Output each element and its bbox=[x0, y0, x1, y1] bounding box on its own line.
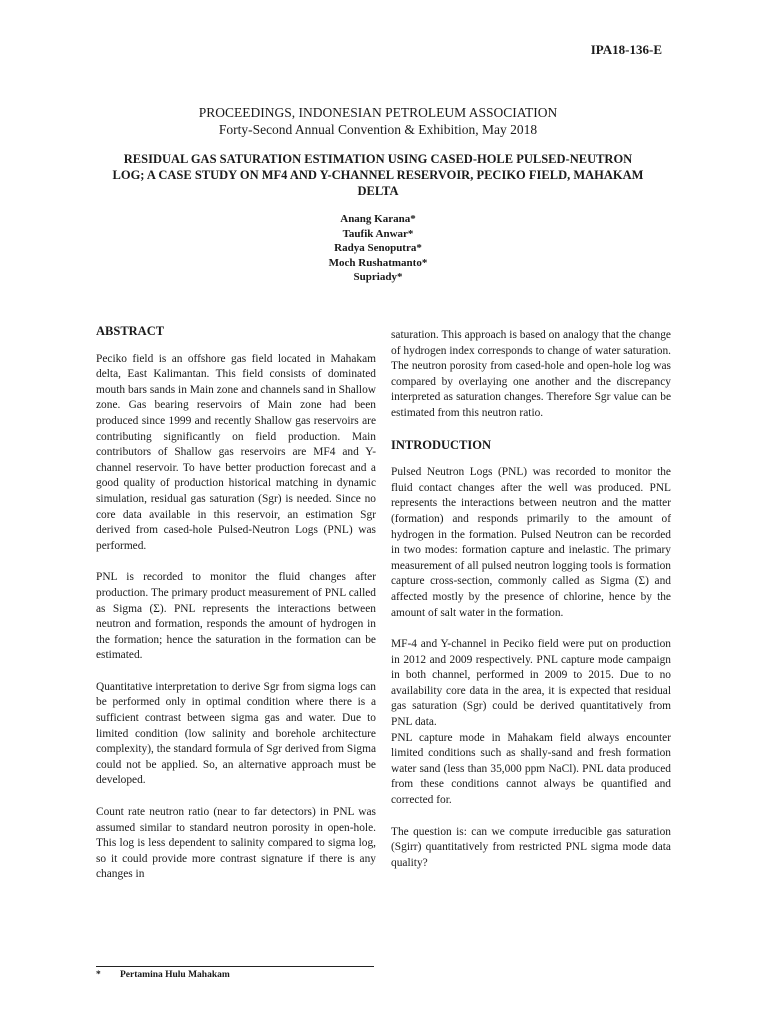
introduction-paragraph: MF-4 and Y-channel in Peciko field were put on production in 2012 and 2009 respectively. PNL capture mode campaign in both channel, performed in 2009 to 2015. Due to no availability core data in the area, it is expected that residual gas saturation (Sgr) could be derived quantitatively from PNL data. bbox=[391, 638, 671, 729]
author: Moch Rushatmanto* bbox=[328, 256, 428, 269]
paper-id: IPA18-136-E bbox=[590, 42, 662, 57]
abstract-paragraph: Count rate neutron ratio (near to far detectors) in PNL was assumed similar to standard neutron porosity in open-hole. This log is less dependent to salinity compared to sigma log, so it could provide more contrast signature if there is any changes in bbox=[96, 806, 376, 881]
footnote-mark: * bbox=[96, 970, 101, 980]
author: Supriady* bbox=[353, 271, 403, 283]
footnote-divider bbox=[96, 966, 374, 967]
abstract-paragraph: Peciko field is an offshore gas field located in Mahakam delta, East Kalimantan. This field consists of dominated mouth bars sands in Main zone and channels sand in Shallow zone. Gas bearing reservoirs of Main zone had been produced since 1999 and recently Shallow gas reservoirs are contributing significantly on field production. Main contributors of Shallow gas reservoirs are MF4 and Y-channel reservoir. To have better production forecast and a good quality of production historical matching in dynamic simulation, residual gas saturation (Sgr) is needed. Since no core data available in this reservoir, an estimation Sgr derived from cased-hole Pulsed-Neutron Logs (PNL) was performed. bbox=[96, 352, 376, 552]
paper-title: RESIDUAL GAS SATURATION ESTIMATION USING CASED-HOLE PULSED-NEUTRON LOG; A CASE STUDY ON MF4 AND Y-CHANNEL RESERVOIR, PECIKO FIELD, MAHAKAM DELTA bbox=[112, 152, 644, 198]
abstract-paragraph: PNL is recorded to monitor the fluid changes after production. The primary product measurement of PNL called as Sigma (Σ). PNL represents the interactions between neutron and formation, responds the amount of hydrogen in the formation; hence the saturation in the formation can be estimated. bbox=[96, 571, 376, 662]
left-column bbox=[96, 324, 376, 883]
header-line-2: Forty-Second Annual Convention & Exhibition, May 2018 bbox=[218, 122, 538, 137]
introduction-heading: INTRODUCTION bbox=[391, 437, 492, 452]
author: Anang Karana* bbox=[340, 213, 416, 225]
introduction-paragraph: PNL capture mode in Mahakam field always encounter limited conditions such as shally-sand and fresh formation water sand (less than 35,000 ppm NaCl). PNL data produced from these conditions cannot always be quantified and corrected for. bbox=[391, 731, 671, 807]
abstract-heading: ABSTRACT bbox=[96, 324, 165, 338]
author-list bbox=[250, 212, 506, 285]
header-line-1: PROCEEDINGS, INDONESIAN PETROLEUM ASSOCIATION bbox=[198, 105, 558, 120]
abstract-paragraph-continued: saturation. This approach is based on analogy that the change of hydrogen index corresponds to change of water saturation. The neutron porosity from cased-hole and open-hole log was compared by overlaying one another and the discrepancy interpreted as saturation changes. Therefore Sgr value can be estimated from this neutron ratio. bbox=[391, 329, 671, 419]
proceedings-header bbox=[96, 104, 660, 138]
footnote bbox=[96, 970, 230, 980]
author: Radya Senoputra* bbox=[334, 242, 422, 254]
introduction-paragraph: The question is: can we compute irreducible gas saturation (Sgirr) quantitatively from restricted PNL sigma mode data quality? bbox=[391, 825, 671, 869]
abstract-paragraph: Quantitative interpretation to derive Sgr from sigma logs can be performed only in optimal condition where there is a sufficient contrast between sigma gas and water. Due to limited condition (low salinity and borehole architecture complexity), the standard formula of Sgr derived from Sigma could not be applied. So, an alternative approach must be developed. bbox=[96, 680, 376, 787]
right-column bbox=[391, 328, 671, 887]
introduction-paragraph: Pulsed Neutron Logs (PNL) was recorded to monitor the fluid contact changes after the well was produced. PNL represents the interactions between neutron and the matter (formation) and responds primarily to the amount of hydrogen in the formation. Pulsed Neutron can be recorded in two modes: formation capture and inelastic. The primary measurement of all pulsed neutron logging tools is formation capture cross-section, commonly called as Sigma (Σ) and affected mostly by the presence of chlorine, hence by the amount of salt water in the formation. bbox=[391, 466, 671, 619]
author: Taufik Anwar* bbox=[342, 227, 414, 240]
footnote-affiliation: Pertamina Hulu Mahakam bbox=[120, 970, 230, 980]
